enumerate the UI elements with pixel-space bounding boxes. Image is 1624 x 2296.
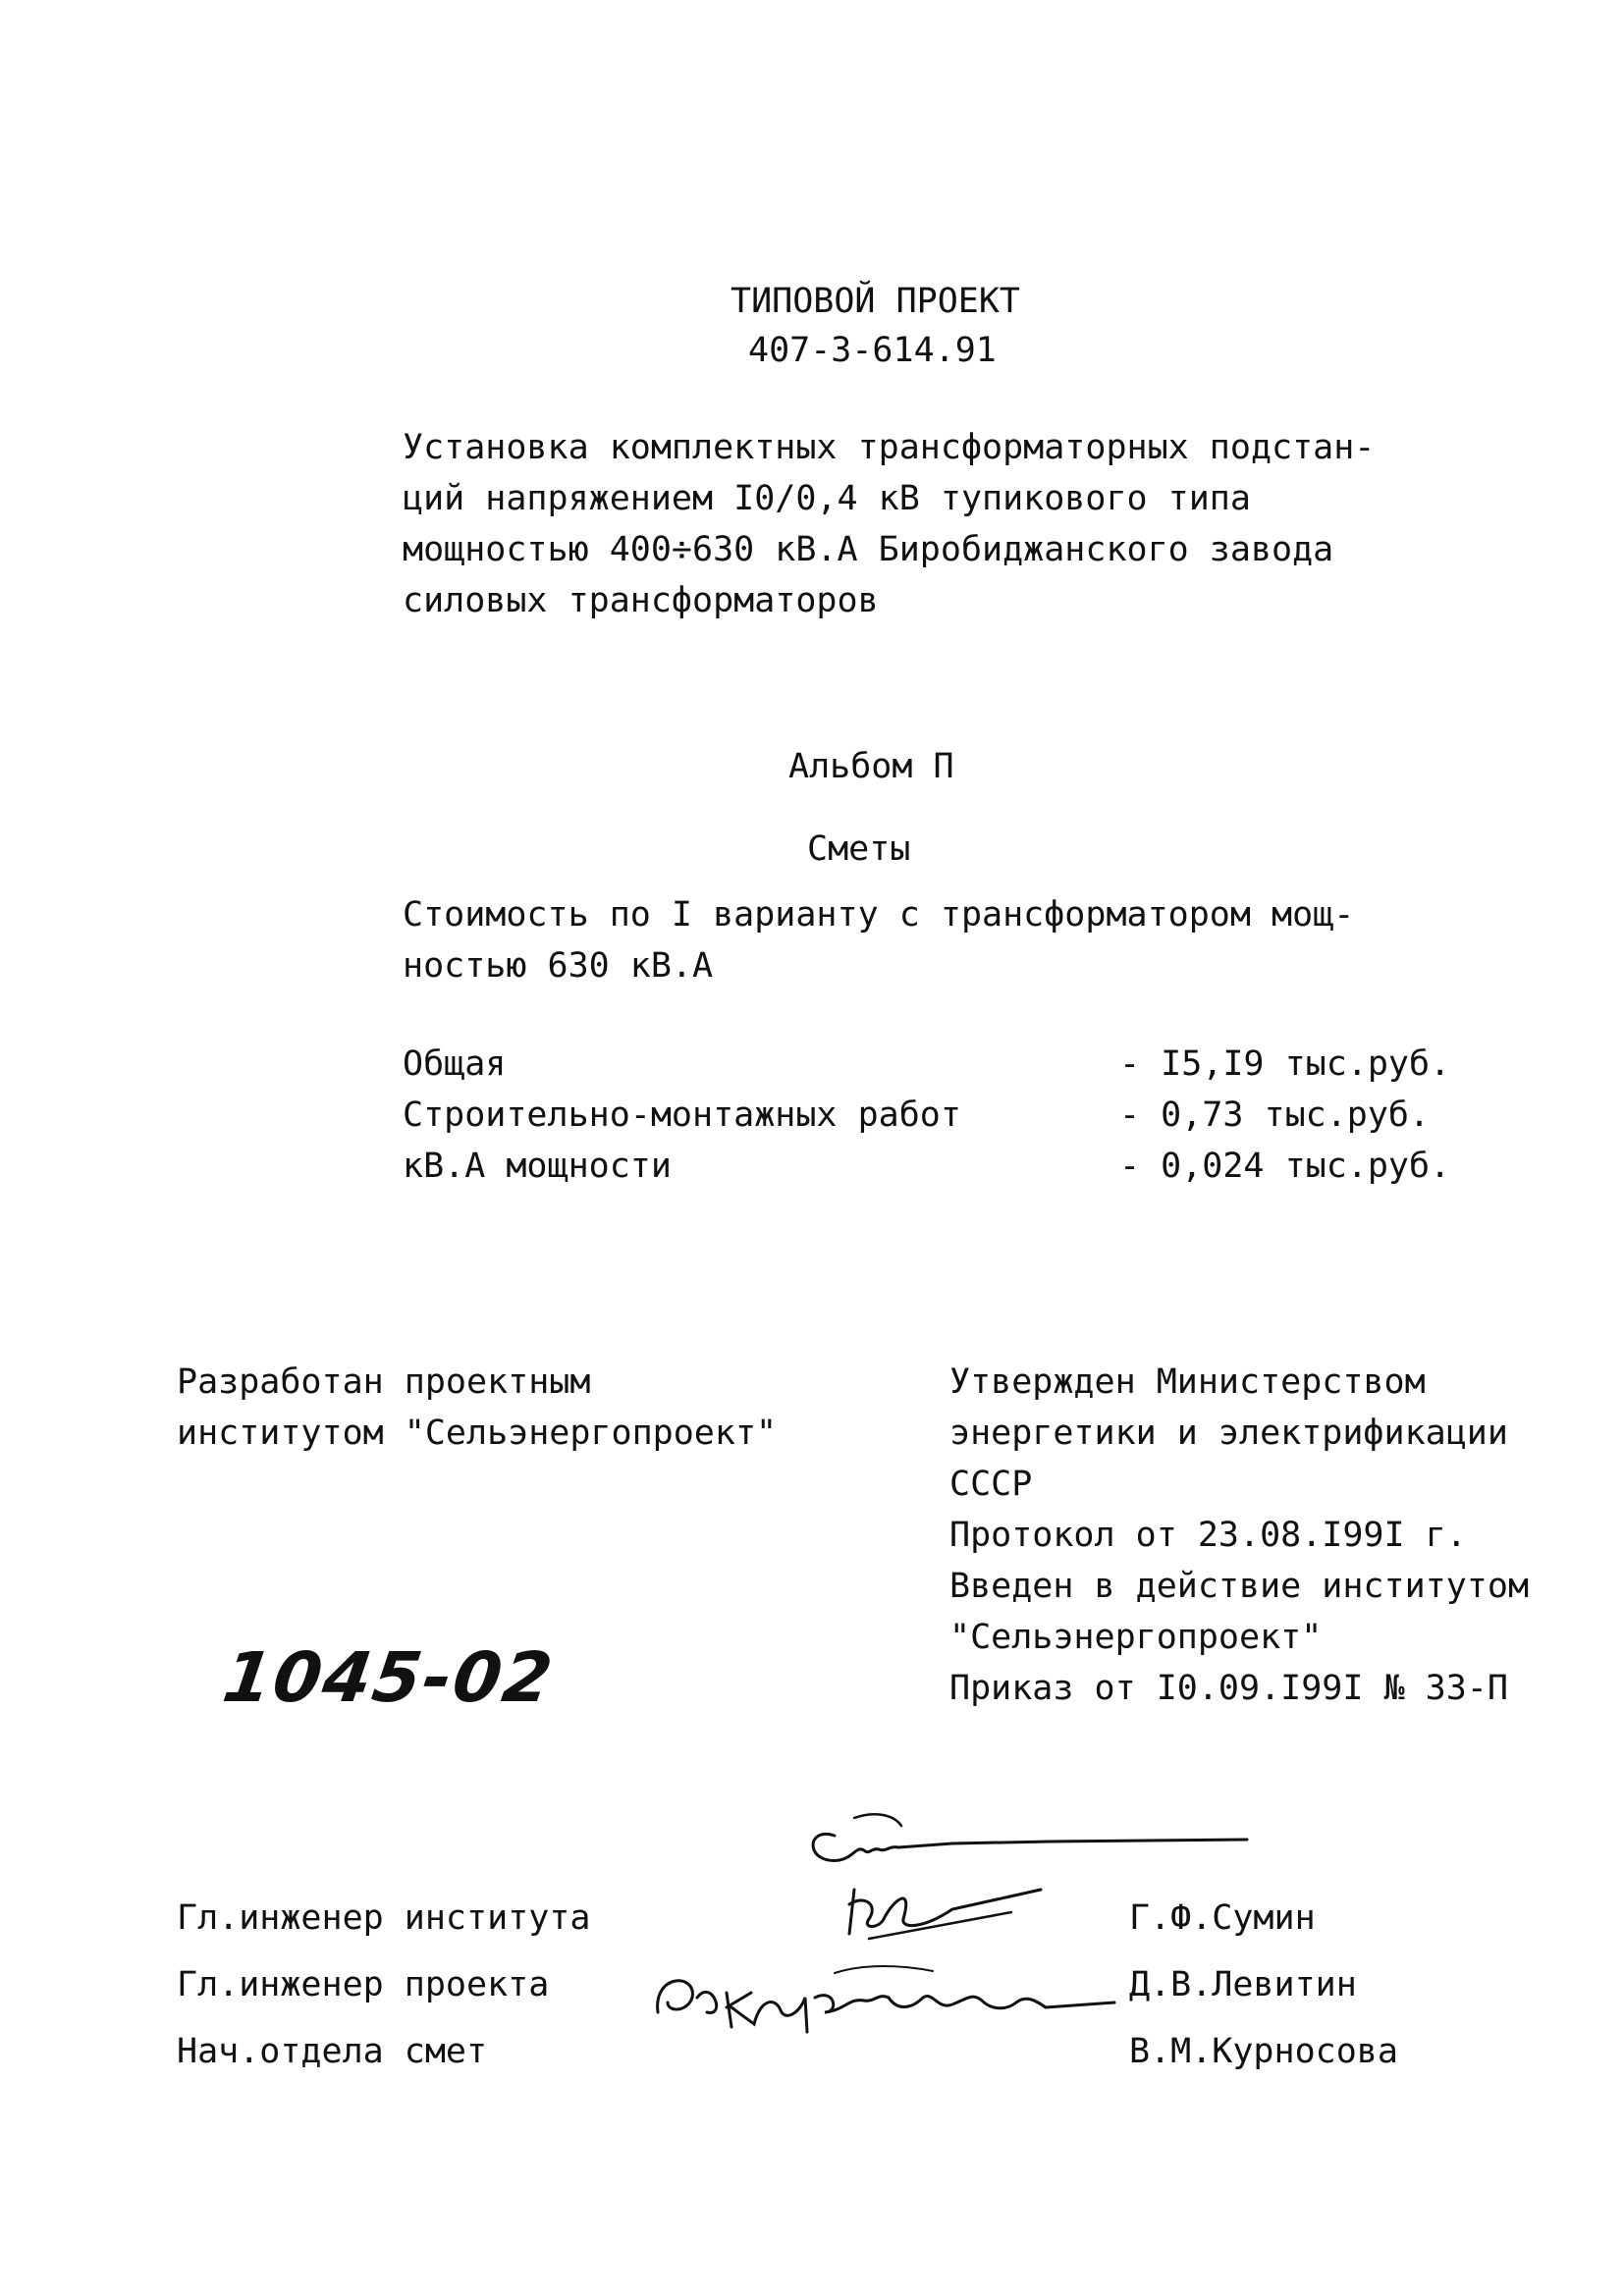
title-line: силовых трансформаторов	[403, 581, 879, 620]
signature-levitin	[825, 1865, 1051, 1953]
approval-line: "Сельэнергопроект"	[949, 1618, 1323, 1657]
signatory-name: Г.Ф.Сумин	[1129, 1898, 1316, 1938]
signatory-name: В.М.Курносова	[1129, 2032, 1398, 2071]
inventory-number: 1045-02	[218, 1637, 560, 1718]
approval-line: Введен в действие институтом	[949, 1567, 1530, 1606]
developed-by	[177, 1357, 777, 1459]
cost-value: - I5,I9 тыс.руб.	[1119, 1044, 1451, 1084]
doc-number: 407-3-614.91	[748, 331, 997, 370]
developed-by-line: Разработан проектным	[177, 1362, 591, 1402]
signature-kurnosova	[638, 1953, 1129, 2042]
doc-type: ТИПОВОЙ ПРОЕКТ	[731, 282, 1021, 321]
cost-intro-line: ностью 630 кВ.А	[403, 946, 714, 986]
signatory-position: Нач.отдела смет	[177, 2032, 488, 2071]
approval-line: СССР	[949, 1465, 1033, 1504]
cost-label: Строительно-монтажных работ	[403, 1095, 961, 1135]
developed-by-line: институтом "Сельэнергопроект"	[177, 1414, 778, 1453]
signatory-positions	[177, 1885, 590, 2085]
project-title	[403, 422, 1375, 626]
approval-line: Приказ от I0.09.I99I № 33-П	[949, 1669, 1508, 1708]
album-label: Альбом П	[788, 747, 954, 786]
cost-values	[1119, 1039, 1450, 1192]
section-label: Сметы	[807, 829, 911, 869]
title-line: Установка комплектных трансформаторных подстан-	[403, 428, 1376, 467]
title-line: мощностью 400÷630 кВ.А Биробиджанского завода	[403, 530, 1334, 569]
cost-intro	[403, 889, 1354, 991]
signatory-position: Гл.инженер проекта	[177, 1965, 550, 2004]
cost-labels	[403, 1039, 961, 1192]
signatory-position: Гл.инженер института	[177, 1898, 591, 1938]
cost-value: - 0,024 тыс.руб.	[1119, 1147, 1451, 1186]
signatory-name: Д.В.Левитин	[1129, 1965, 1357, 2004]
cost-label: кВ.А мощности	[403, 1147, 672, 1186]
title-line: ций напряжением I0/0,4 кВ тупикового типа	[403, 479, 1251, 518]
cost-value: - 0,73 тыс.руб.	[1119, 1095, 1431, 1135]
signatory-names	[1129, 1885, 1398, 2085]
approval-info	[949, 1357, 1529, 1714]
cost-intro-line: Стоимость по I варианту с трансформатором мощ-	[403, 895, 1355, 934]
cost-label: Общая	[403, 1044, 507, 1084]
approval-line: энергетики и электрификации	[949, 1414, 1508, 1453]
approval-line: Утвержден Министерством	[949, 1362, 1426, 1402]
approval-line: Протокол от 23.08.I99I г.	[949, 1516, 1467, 1555]
